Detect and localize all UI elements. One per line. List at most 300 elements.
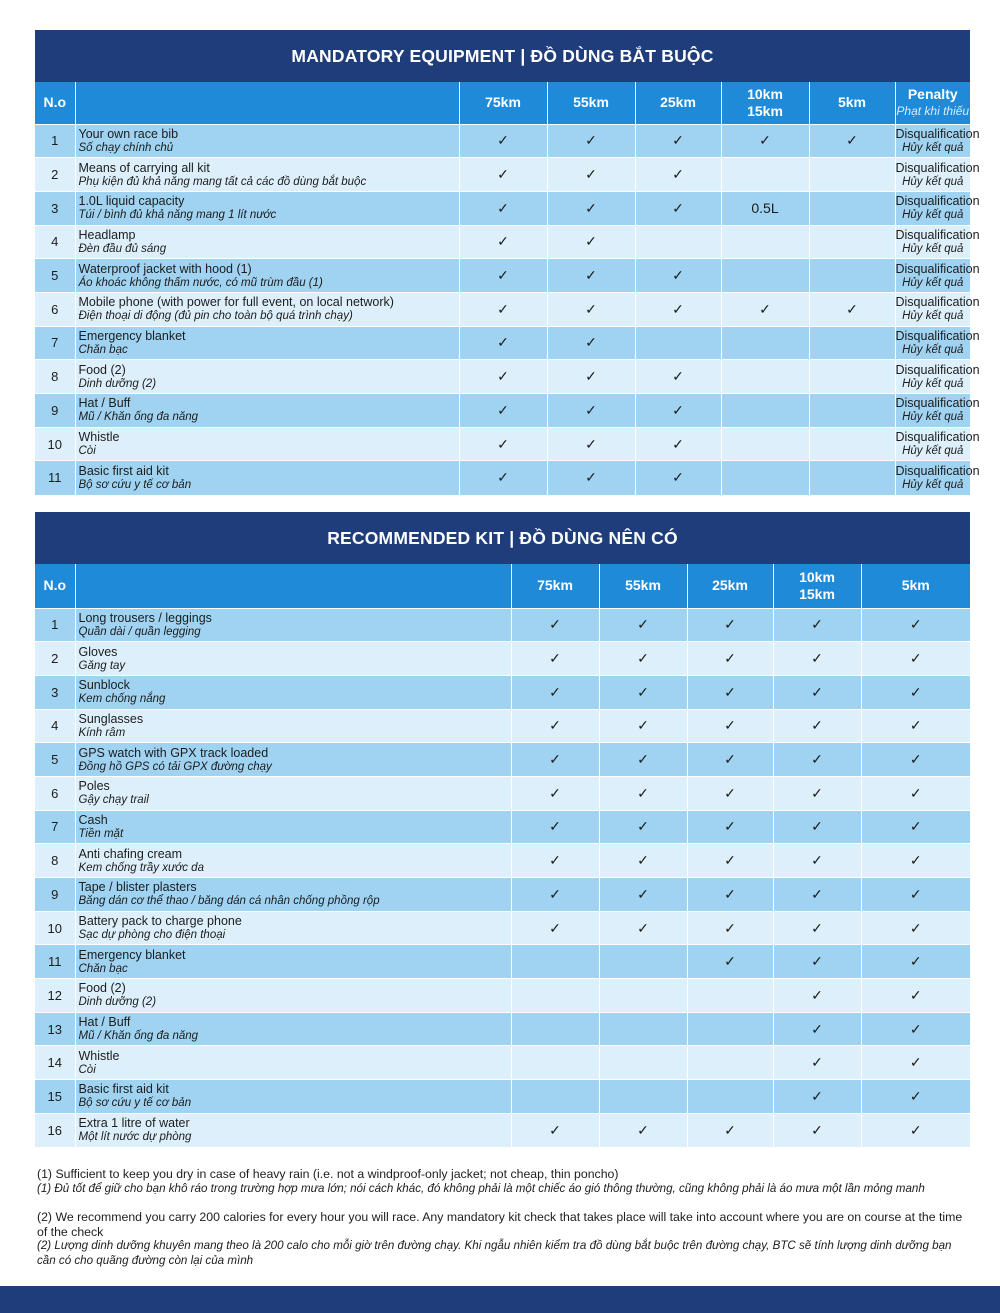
recommended-kit-section <box>35 512 970 1147</box>
penalty-text-vi: Hủy kết quả <box>902 343 964 356</box>
item-name: GPS watch with GPX track loaded <box>78 745 269 760</box>
item-cell <box>75 810 511 844</box>
mark-10-15km: ✓ <box>773 1113 861 1147</box>
col-no-header: N.o <box>35 82 75 124</box>
table-row <box>35 810 970 844</box>
mark-10-15km <box>721 158 809 192</box>
mark-25km: ✓ <box>635 124 721 158</box>
penalty-text: Disqualification <box>895 261 980 276</box>
note-2: (2) We recommend you carry 200 calories for every hour you will race. Any mandatory kit check that takes place will take into account where you are on course at the time of the check <box>37 1210 963 1239</box>
mark-10-15km: ✓ <box>773 945 861 979</box>
mark-25km: ✓ <box>635 461 721 495</box>
item-name-vi: Đồng hồ GPS có tải GPX đường chạy <box>78 760 272 773</box>
table-row <box>35 1080 970 1114</box>
table-row <box>35 1046 970 1080</box>
mark-75km: ✓ <box>459 124 547 158</box>
item-name: Gloves <box>78 644 118 659</box>
mark-75km <box>511 1046 599 1080</box>
mark-5km <box>809 191 895 225</box>
mark-25km <box>687 1046 773 1080</box>
mark-10-15km: ✓ <box>721 292 809 326</box>
row-number: 15 <box>35 1080 75 1114</box>
mark-55km: ✓ <box>599 709 687 743</box>
table-row <box>35 743 970 777</box>
mark-5km: ✓ <box>861 979 970 1013</box>
col-item-header <box>75 82 459 124</box>
mark-55km: ✓ <box>547 259 635 293</box>
table-row <box>35 911 970 945</box>
table-row <box>35 945 970 979</box>
row-number: 7 <box>35 326 75 360</box>
col-55km-header: 55km <box>547 82 635 124</box>
table-row <box>35 259 970 293</box>
item-cell <box>75 1080 511 1114</box>
penalty-text: Disqualification <box>895 328 980 343</box>
mark-5km <box>809 225 895 259</box>
penalty-cell <box>895 124 980 158</box>
item-cell <box>75 259 459 293</box>
penalty-cell <box>895 360 980 394</box>
row-number: 10 <box>35 911 75 945</box>
penalty-label: Penalty <box>907 85 958 102</box>
table-row <box>35 1012 970 1046</box>
col-10km-label: 10km <box>747 85 783 102</box>
item-name-vi: Kem chống nắng <box>78 693 166 706</box>
mark-25km: ✓ <box>687 642 773 676</box>
item-cell <box>75 945 511 979</box>
mark-55km: ✓ <box>599 776 687 810</box>
item-name: Food (2) <box>78 362 126 377</box>
mark-75km: ✓ <box>459 225 547 259</box>
mark-55km: ✓ <box>599 810 687 844</box>
penalty-cell <box>895 326 980 360</box>
recommended-table-body <box>35 608 970 1147</box>
row-number: 4 <box>35 225 75 259</box>
row-number: 8 <box>35 844 75 878</box>
item-cell <box>75 608 511 642</box>
row-number: 7 <box>35 810 75 844</box>
row-number: 16 <box>35 1113 75 1147</box>
mark-25km: ✓ <box>687 945 773 979</box>
item-name-vi: Số chạy chính chủ <box>78 141 174 154</box>
note-1: (1) Sufficient to keep you dry in case of heavy rain (i.e. not a windproof-only jacket; not cheap, thin poncho) <box>37 1167 619 1181</box>
mark-55km <box>599 1080 687 1114</box>
mark-5km <box>809 360 895 394</box>
mark-75km: ✓ <box>511 675 599 709</box>
mandatory-equipment-section <box>35 30 980 495</box>
item-cell <box>75 225 459 259</box>
item-name-vi: Kem chống trầy xước da <box>78 861 204 874</box>
mark-55km <box>599 1046 687 1080</box>
item-cell <box>75 394 459 428</box>
mark-10-15km <box>721 259 809 293</box>
mandatory-table <box>35 82 980 495</box>
col-5km-header: 5km <box>809 82 895 124</box>
item-cell <box>75 191 459 225</box>
item-cell <box>75 1046 511 1080</box>
col-10km-label: 10km <box>799 568 835 585</box>
mark-5km: ✓ <box>861 810 970 844</box>
mark-75km: ✓ <box>511 878 599 912</box>
mark-25km: ✓ <box>687 810 773 844</box>
mark-55km: ✓ <box>547 225 635 259</box>
item-name: Basic first aid kit <box>78 1082 169 1097</box>
penalty-text-vi: Hủy kết quả <box>902 478 964 491</box>
mark-10-15km: ✓ <box>773 608 861 642</box>
mark-25km: ✓ <box>635 394 721 428</box>
item-cell <box>75 360 459 394</box>
item-cell <box>75 326 459 360</box>
table-row <box>35 675 970 709</box>
item-cell <box>75 1113 511 1147</box>
col-15km-label: 15km <box>747 102 783 119</box>
mark-55km: ✓ <box>547 461 635 495</box>
row-number: 12 <box>35 979 75 1013</box>
mark-75km: ✓ <box>511 911 599 945</box>
mark-10-15km: ✓ <box>773 776 861 810</box>
item-name-vi: Bộ sơ cứu y tế cơ bản <box>78 1097 192 1110</box>
mark-10-15km: ✓ <box>773 675 861 709</box>
mark-10-15km: ✓ <box>773 1012 861 1046</box>
mark-25km <box>687 1080 773 1114</box>
item-cell <box>75 979 511 1013</box>
item-name: Mobile phone (with power for full event, on local network) <box>78 295 394 310</box>
item-name-vi: Tiền mặt <box>78 827 124 840</box>
table-row <box>35 878 970 912</box>
item-cell <box>75 1012 511 1046</box>
penalty-text: Disqualification <box>895 362 980 377</box>
mark-10-15km: ✓ <box>721 124 809 158</box>
mark-5km: ✓ <box>861 1080 970 1114</box>
col-75km-header: 75km <box>459 82 547 124</box>
footnotes <box>37 1167 967 1268</box>
item-name-vi: Còi <box>78 445 96 458</box>
item-name-vi: Áo khoác không thấm nước, có mũ trùm đầu (1) <box>78 276 323 289</box>
item-name-vi: Kính râm <box>78 726 126 739</box>
mark-25km: ✓ <box>635 360 721 394</box>
row-number: 3 <box>35 675 75 709</box>
mark-75km: ✓ <box>459 326 547 360</box>
item-name-vi: Mũ / Khăn ống đa năng <box>78 411 199 424</box>
mark-25km: ✓ <box>687 608 773 642</box>
table-row <box>35 1113 970 1147</box>
mark-25km <box>687 1012 773 1046</box>
mark-25km: ✓ <box>635 158 721 192</box>
col-75km-header: 75km <box>511 564 599 608</box>
item-cell <box>75 743 511 777</box>
item-name: Emergency blanket <box>78 947 186 962</box>
mark-75km: ✓ <box>511 642 599 676</box>
mark-5km <box>809 427 895 461</box>
mark-5km: ✓ <box>861 608 970 642</box>
mark-25km: ✓ <box>687 776 773 810</box>
mark-25km: ✓ <box>635 292 721 326</box>
mark-55km: ✓ <box>599 642 687 676</box>
penalty-text-vi: Hủy kết quả <box>902 377 964 390</box>
item-name-vi: Bộ sơ cứu y tế cơ bản <box>78 478 192 491</box>
mark-5km: ✓ <box>861 776 970 810</box>
item-cell <box>75 158 459 192</box>
item-name: Whistle <box>78 1048 120 1063</box>
mark-75km: ✓ <box>459 292 547 326</box>
mark-10-15km: ✓ <box>773 911 861 945</box>
mark-10-15km: 0.5L <box>721 191 809 225</box>
mark-75km: ✓ <box>459 191 547 225</box>
mark-25km: ✓ <box>687 1113 773 1147</box>
mark-25km: ✓ <box>635 259 721 293</box>
item-cell <box>75 878 511 912</box>
mark-75km: ✓ <box>459 259 547 293</box>
table-row <box>35 326 970 360</box>
table-row <box>35 427 970 461</box>
row-number: 3 <box>35 191 75 225</box>
col-55km-header: 55km <box>599 564 687 608</box>
mark-55km: ✓ <box>599 1113 687 1147</box>
item-cell <box>75 427 459 461</box>
table-row <box>35 709 970 743</box>
table-row <box>35 608 970 642</box>
item-name-vi: Băng dán cơ thể thao / băng dán cá nhân chống phồng rộp <box>78 895 380 908</box>
table-row <box>35 461 970 495</box>
footer-bar <box>0 1286 1000 1313</box>
mark-5km: ✓ <box>861 709 970 743</box>
item-name: Poles <box>78 779 110 794</box>
penalty-cell <box>895 427 980 461</box>
item-name: Battery pack to charge phone <box>78 914 242 929</box>
mark-10-15km <box>721 394 809 428</box>
mark-5km: ✓ <box>861 743 970 777</box>
col-5km-header: 5km <box>861 564 970 608</box>
penalty-text-vi: Hủy kết quả <box>902 445 964 458</box>
row-number: 5 <box>35 743 75 777</box>
mark-5km: ✓ <box>861 1113 970 1147</box>
mark-55km: ✓ <box>547 158 635 192</box>
item-name: Basic first aid kit <box>78 463 169 478</box>
row-number: 2 <box>35 642 75 676</box>
penalty-text-vi: Hủy kết quả <box>902 242 964 255</box>
item-cell <box>75 461 459 495</box>
mark-25km <box>635 326 721 360</box>
item-name-vi: Một lít nước dự phòng <box>78 1131 192 1144</box>
note-2-vi: (2) Lượng dinh dưỡng khuyên mang theo là 200 calo cho mỗi giờ trên đường chạy. Khi ngẫu nhiên kiểm tra đồ dùng bắt buộc trên đường chạy, BTC sẽ tính lượng dinh dưỡng bạn cần có cho quãng đường còn lại của mình <box>37 1239 952 1267</box>
table-row <box>35 642 970 676</box>
mark-25km: ✓ <box>687 709 773 743</box>
row-number: 5 <box>35 259 75 293</box>
item-cell <box>75 709 511 743</box>
mark-75km: ✓ <box>511 844 599 878</box>
item-name-vi: Quần dài / quần legging <box>78 625 201 638</box>
mark-75km: ✓ <box>511 743 599 777</box>
mark-25km <box>687 979 773 1013</box>
mark-55km <box>599 979 687 1013</box>
penalty-text: Disqualification <box>895 396 980 411</box>
mark-5km: ✓ <box>861 675 970 709</box>
item-name: Anti chafing cream <box>78 846 183 861</box>
mark-25km: ✓ <box>687 743 773 777</box>
table-row <box>35 776 970 810</box>
table-row <box>35 225 970 259</box>
mark-25km: ✓ <box>635 427 721 461</box>
penalty-text-vi: Hủy kết quả <box>902 141 964 154</box>
mark-55km: ✓ <box>599 675 687 709</box>
mark-75km: ✓ <box>459 360 547 394</box>
col-item-header <box>75 564 511 608</box>
mark-10-15km: ✓ <box>773 844 861 878</box>
item-name: Sunblock <box>78 678 130 693</box>
col-penalty-header <box>895 82 970 124</box>
mark-55km: ✓ <box>599 608 687 642</box>
table-row <box>35 191 970 225</box>
table-row <box>35 844 970 878</box>
recommended-table <box>35 564 970 1147</box>
table-row <box>35 979 970 1013</box>
mark-10-15km <box>721 360 809 394</box>
col-25km-header: 25km <box>635 82 721 124</box>
mark-5km <box>809 259 895 293</box>
col-10-15km-header <box>773 564 861 608</box>
penalty-text: Disqualification <box>895 126 980 141</box>
mark-25km: ✓ <box>687 675 773 709</box>
penalty-text: Disqualification <box>895 430 980 445</box>
mark-75km: ✓ <box>511 776 599 810</box>
col-10-15km-header <box>721 82 809 124</box>
row-number: 1 <box>35 124 75 158</box>
mark-55km: ✓ <box>599 743 687 777</box>
item-name: Hat / Buff <box>78 396 131 411</box>
mark-5km <box>809 326 895 360</box>
row-number: 4 <box>35 709 75 743</box>
mark-10-15km <box>721 427 809 461</box>
mark-55km: ✓ <box>599 911 687 945</box>
row-number: 13 <box>35 1012 75 1046</box>
mark-5km: ✓ <box>861 945 970 979</box>
row-number: 14 <box>35 1046 75 1080</box>
mark-10-15km: ✓ <box>773 743 861 777</box>
item-name: Extra 1 litre of water <box>78 1116 190 1131</box>
item-cell <box>75 911 511 945</box>
col-15km-label: 15km <box>799 585 835 602</box>
row-number: 9 <box>35 394 75 428</box>
mark-25km: ✓ <box>687 911 773 945</box>
item-name-vi: Gậy chạy trail <box>78 794 149 807</box>
mark-5km: ✓ <box>861 844 970 878</box>
mark-25km: ✓ <box>687 844 773 878</box>
mark-5km: ✓ <box>809 124 895 158</box>
row-number: 11 <box>35 945 75 979</box>
item-name: Whistle <box>78 430 120 445</box>
item-name-vi: Găng tay <box>78 659 126 672</box>
item-name-vi: Đèn đầu đủ sáng <box>78 242 167 255</box>
mandatory-header-row <box>35 82 970 124</box>
mark-25km: ✓ <box>687 878 773 912</box>
item-cell <box>75 124 459 158</box>
item-cell <box>75 776 511 810</box>
mandatory-title: MANDATORY EQUIPMENT | ĐỒ DÙNG BẮT BUỘC <box>35 30 970 82</box>
item-name-vi: Túi / bình đủ khả năng mang 1 lít nước <box>78 209 277 222</box>
mark-5km <box>809 461 895 495</box>
item-name-vi: Dinh dưỡng (2) <box>78 996 157 1009</box>
table-row <box>35 360 970 394</box>
mark-5km: ✓ <box>861 911 970 945</box>
mark-10-15km: ✓ <box>773 1046 861 1080</box>
row-number: 10 <box>35 427 75 461</box>
mark-75km: ✓ <box>459 158 547 192</box>
row-number: 8 <box>35 360 75 394</box>
item-name-vi: Dinh dưỡng (2) <box>78 377 157 390</box>
penalty-label-vi: Phạt khi thiếu <box>896 103 970 118</box>
item-name: Sunglasses <box>78 711 144 726</box>
mark-55km: ✓ <box>599 844 687 878</box>
penalty-text-vi: Hủy kết quả <box>902 175 964 188</box>
mark-5km: ✓ <box>861 642 970 676</box>
item-name: Emergency blanket <box>78 328 186 343</box>
mark-25km: ✓ <box>635 191 721 225</box>
row-number: 2 <box>35 158 75 192</box>
table-row <box>35 292 970 326</box>
item-name-vi: Phụ kiện đủ khả năng mang tất cả các đồ dùng bắt buộc <box>78 175 367 188</box>
item-name-vi: Chăn bạc <box>78 962 128 975</box>
mark-55km: ✓ <box>547 326 635 360</box>
item-cell <box>75 844 511 878</box>
penalty-cell <box>895 158 980 192</box>
mark-5km <box>809 158 895 192</box>
row-number: 6 <box>35 292 75 326</box>
mark-5km: ✓ <box>861 1012 970 1046</box>
penalty-text: Disqualification <box>895 463 980 478</box>
mark-5km <box>809 394 895 428</box>
recommended-header-row <box>35 564 970 608</box>
mark-10-15km <box>721 225 809 259</box>
col-25km-header: 25km <box>687 564 773 608</box>
item-name: Tape / blister plasters <box>78 880 197 895</box>
item-name: Food (2) <box>78 981 126 996</box>
penalty-text-vi: Hủy kết quả <box>902 276 964 289</box>
penalty-cell <box>895 225 980 259</box>
mark-55km: ✓ <box>547 394 635 428</box>
mark-10-15km: ✓ <box>773 709 861 743</box>
col-no-header: N.o <box>35 564 75 608</box>
penalty-cell <box>895 461 980 495</box>
penalty-text: Disqualification <box>895 227 980 242</box>
item-name-vi: Mũ / Khăn ống đa năng <box>78 1030 199 1043</box>
penalty-cell <box>895 191 980 225</box>
item-name: 1.0L liquid capacity <box>78 194 185 209</box>
recommended-title: RECOMMENDED KIT | ĐỒ DÙNG NÊN CÓ <box>35 512 970 564</box>
penalty-text: Disqualification <box>895 194 980 209</box>
mark-10-15km: ✓ <box>773 1080 861 1114</box>
mark-55km: ✓ <box>547 191 635 225</box>
row-number: 11 <box>35 461 75 495</box>
table-row <box>35 124 970 158</box>
mark-75km: ✓ <box>459 394 547 428</box>
item-name: Hat / Buff <box>78 1015 131 1030</box>
mark-5km: ✓ <box>809 292 895 326</box>
mark-75km: ✓ <box>511 709 599 743</box>
mark-75km: ✓ <box>459 427 547 461</box>
penalty-text: Disqualification <box>895 295 980 310</box>
item-name-vi: Chăn bạc <box>78 343 128 356</box>
mark-75km <box>511 1012 599 1046</box>
mark-55km: ✓ <box>547 427 635 461</box>
mark-5km: ✓ <box>861 1046 970 1080</box>
mark-75km: ✓ <box>511 810 599 844</box>
item-name: Cash <box>78 812 108 827</box>
mark-10-15km <box>721 461 809 495</box>
item-name-vi: Sạc dự phòng cho điện thoại <box>78 929 226 942</box>
mark-55km: ✓ <box>547 124 635 158</box>
mark-10-15km: ✓ <box>773 810 861 844</box>
penalty-text-vi: Hủy kết quả <box>902 209 964 222</box>
